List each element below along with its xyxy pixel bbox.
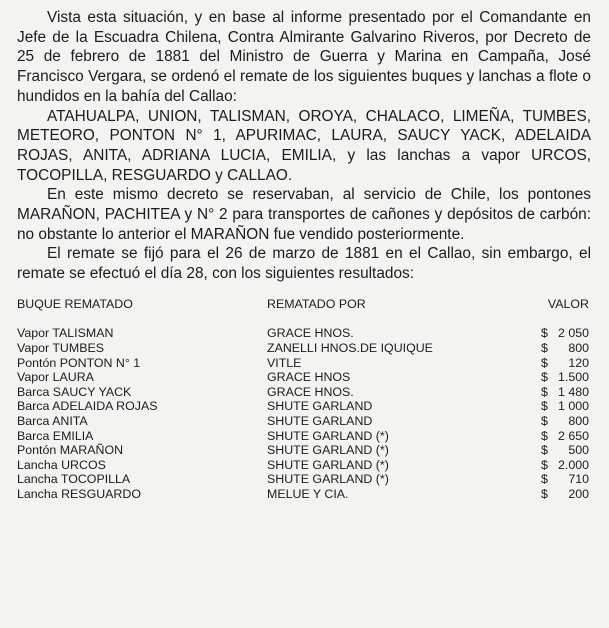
table-row xyxy=(17,472,591,487)
paragraph-3-text: En este mismo decreto se reservaban, al servicio de Chile, los pontones MARAÑON, PACHITEA y N° 2 para transportes de cañones y depósitos de carbón: no obstante lo anterior el MARAÑON fue vendido posteriormente. xyxy=(17,186,591,243)
table-row xyxy=(17,326,591,341)
rematado-por-cell: SHUTE GARLAND xyxy=(267,399,373,414)
buque-cell: Vapor LAURA xyxy=(17,370,94,385)
table-row xyxy=(17,341,591,356)
currency-symbol: $ xyxy=(541,428,548,443)
currency-symbol: $ xyxy=(541,370,548,385)
buque-cell: Barca ADELAIDA ROJAS xyxy=(17,399,158,414)
valor-cell xyxy=(511,443,589,458)
valor-cell xyxy=(511,356,589,371)
amount: 2 050 xyxy=(557,326,589,341)
amount: 800 xyxy=(568,414,589,428)
paragraph-2 xyxy=(17,107,591,186)
currency-symbol: $ xyxy=(541,457,548,472)
valor-cell xyxy=(511,487,589,502)
valor-cell xyxy=(511,429,589,444)
amount: 1 000 xyxy=(557,399,589,414)
currency-symbol: $ xyxy=(541,355,548,370)
table-row xyxy=(17,370,591,385)
buque-cell: Vapor TALISMAN xyxy=(17,326,114,341)
buque-cell: Barca ANITA xyxy=(17,414,88,428)
buque-cell: Lancha RESGUARDO xyxy=(17,486,141,501)
header-rematado-por: REMATADO POR xyxy=(267,296,366,311)
currency-symbol: $ xyxy=(541,326,548,341)
amount: 1.500 xyxy=(557,370,589,385)
paragraph-4-text: El remate se fijó para el 26 de marzo de 1881 en el Callao, sin embargo, el remate se efectuó el día 28, con los siguientes resultados: xyxy=(17,245,591,283)
buque-cell: Lancha URCOS xyxy=(17,457,106,472)
buque-cell: Lancha TOCOPILLA xyxy=(17,472,131,487)
buque-cell: Barca SAUCY YACK xyxy=(17,384,132,399)
table-row xyxy=(17,458,591,473)
table-row xyxy=(17,356,591,371)
paragraph-3 xyxy=(17,185,591,244)
rematado-por-cell: SHUTE GARLAND (*) xyxy=(267,428,389,443)
currency-symbol: $ xyxy=(541,399,548,414)
auction-results-table xyxy=(17,297,591,502)
currency-symbol: $ xyxy=(541,414,548,428)
rematado-por-cell: GRACE HNOS. xyxy=(267,384,354,399)
rematado-por-cell: GRACE HNOS. xyxy=(267,326,354,341)
table-row xyxy=(17,443,591,458)
rematado-por-cell: SHUTE GARLAND xyxy=(267,414,373,428)
rematado-por-cell: ZANELLI HNOS.DE IQUIQUE xyxy=(267,341,433,356)
buque-cell: Pontón PONTON N° 1 xyxy=(17,355,141,370)
amount: 120 xyxy=(568,355,589,370)
rematado-por-cell: GRACE HNOS xyxy=(267,370,351,385)
amount: 2 650 xyxy=(557,428,589,443)
valor-cell xyxy=(511,472,589,487)
rematado-por-cell: SHUTE GARLAND (*) xyxy=(267,443,389,458)
buque-cell: Pontón MARAÑON xyxy=(17,443,124,458)
currency-symbol: $ xyxy=(541,443,548,458)
paragraph-4 xyxy=(17,244,591,283)
amount: 710 xyxy=(568,472,589,487)
table-row xyxy=(17,487,591,502)
rematado-por-cell: VITLE xyxy=(267,355,302,370)
table-row xyxy=(17,399,591,414)
table-row xyxy=(17,429,591,444)
amount: 200 xyxy=(568,486,589,501)
table-row xyxy=(17,385,591,400)
currency-symbol: $ xyxy=(541,486,548,501)
table-header xyxy=(17,297,591,312)
rematado-por-cell: MELUE Y CIA. xyxy=(267,486,349,501)
valor-cell xyxy=(511,370,589,385)
header-buque: BUQUE REMATADO xyxy=(17,296,133,311)
valor-cell xyxy=(511,399,589,414)
currency-symbol: $ xyxy=(541,384,548,399)
valor-cell xyxy=(511,341,589,356)
paragraph-1-text: Vista esta situación, y en base al informe presentado por el Comandante en Jefe de la Escuadra Chilena, Contra Almirante Galvarino Riveros, por Decreto de 25 de febrero de 1881 del Ministro de Guerra y Marina en Campaña, José Francisco Vergara, se ordenó el remate de los siguientes buques y lanchas a flote o hundidos en la bahía del Callao: xyxy=(17,9,591,105)
buque-cell: Barca EMILIA xyxy=(17,428,94,443)
currency-symbol: $ xyxy=(541,472,548,487)
rematado-por-cell: SHUTE GARLAND (*) xyxy=(267,472,389,487)
header-valor: VALOR xyxy=(547,296,589,311)
amount: 1 480 xyxy=(557,384,589,399)
paragraph-1 xyxy=(17,8,591,107)
valor-cell xyxy=(511,414,589,429)
table-body xyxy=(17,326,591,501)
table-row xyxy=(17,414,591,429)
amount: 2.000 xyxy=(557,457,589,472)
valor-cell xyxy=(511,385,589,400)
valor-cell xyxy=(511,326,589,341)
currency-symbol: $ xyxy=(541,341,548,356)
rematado-por-cell: SHUTE GARLAND (*) xyxy=(267,457,389,472)
amount: 800 xyxy=(568,341,589,356)
valor-cell xyxy=(511,458,589,473)
paragraph-2-text: ATAHUALPA, UNION, TALISMAN, OROYA, CHALACO, LIMEÑA, TUMBES, METEORO, PONTON N° 1, APURIMAC, LAURA, SAUCY YACK, ADELAIDA ROJAS, ANITA, ADRIANA LUCIA, EMILIA, y las lanchas a vapor URCOS, TOCOPILLA, RESGUARDO y CALLAO. xyxy=(17,107,591,184)
amount: 500 xyxy=(568,443,589,458)
buque-cell: Vapor TUMBES xyxy=(17,341,104,356)
